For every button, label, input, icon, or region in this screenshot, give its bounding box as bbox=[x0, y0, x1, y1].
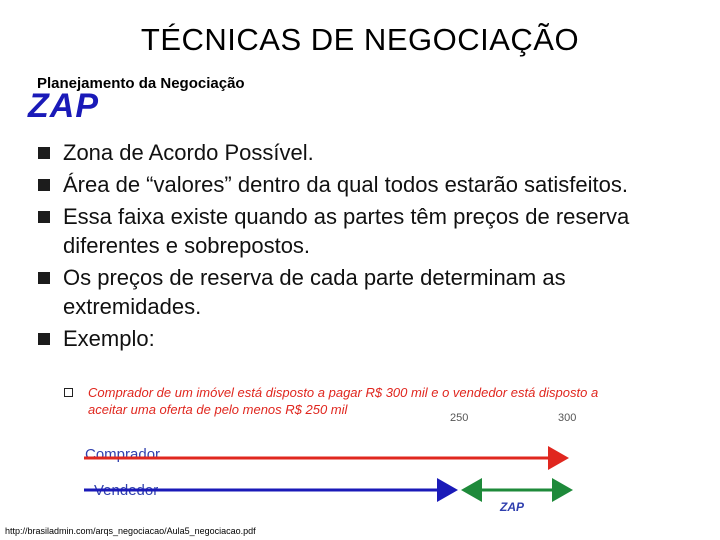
zap-heading: ZAP bbox=[28, 87, 99, 125]
bullet-list bbox=[38, 138, 658, 356]
bullet-item bbox=[38, 263, 658, 321]
example-text: Comprador de um imóvel está disposto a pagar R$ 300 mil e o vendedor está disposto a aceitar uma oferta de pelo menos R$ 250 mil bbox=[88, 385, 599, 417]
bullet-item bbox=[38, 202, 658, 260]
tick-label-300: 300 bbox=[558, 412, 577, 424]
square-bullet-icon bbox=[38, 211, 50, 223]
bullet-text: Essa faixa existe quando as partes têm preços de reserva diferentes e sobrepostos. bbox=[63, 204, 630, 258]
tick-label-250: 250 bbox=[450, 412, 469, 424]
hollow-square-bullet-icon bbox=[64, 388, 73, 397]
slide-title: TÉCNICAS DE NEGOCIAÇÃO bbox=[140, 22, 580, 57]
square-bullet-icon bbox=[38, 147, 50, 159]
bullet-item bbox=[38, 138, 658, 167]
zap-diagram bbox=[0, 400, 720, 520]
bullet-item bbox=[38, 170, 658, 199]
buyer-label: Comprador bbox=[85, 446, 161, 463]
source-link[interactable]: http://brasiladmin.com/arqs_negociacao/Aula5_negociacao.pdf bbox=[5, 526, 256, 536]
bullet-text: Os preços de reserva de cada parte determinam as extremidades. bbox=[63, 265, 566, 319]
square-bullet-icon bbox=[38, 179, 50, 191]
zap-range-label: ZAP bbox=[500, 500, 524, 514]
square-bullet-icon bbox=[38, 272, 50, 284]
bullet-text: Zona de Acordo Possível. bbox=[63, 140, 314, 165]
bullet-text: Área de “valores” dentro da qual todos estarão satisfeitos. bbox=[63, 172, 628, 197]
bullet-item bbox=[38, 324, 658, 353]
seller-label: Vendedor bbox=[94, 482, 159, 499]
bullet-text: Exemplo: bbox=[63, 326, 155, 351]
square-bullet-icon bbox=[38, 333, 50, 345]
slide-subtitle: Planejamento da Negociação bbox=[37, 75, 245, 92]
